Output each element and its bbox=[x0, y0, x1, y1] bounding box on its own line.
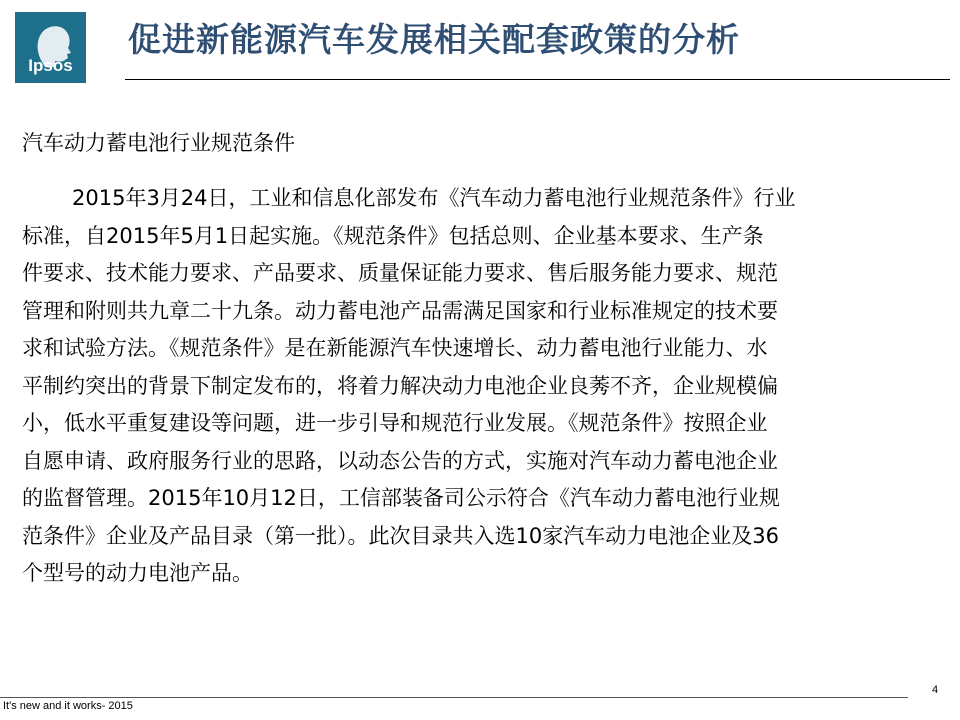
section-title: 汽车动力蓄电池行业规范条件 bbox=[22, 131, 295, 155]
paragraph-line: 的监督管理。2015年10月12日，工信部装备司公示符合《汽车动力蓄电池行业规 bbox=[22, 486, 780, 510]
page-number: 4 bbox=[932, 684, 939, 696]
paragraph-line: 自愿申请、政府服务行业的思路，以动态公告的方式，实施对汽车动力蓄电池企业 bbox=[22, 448, 778, 473]
paragraph-line: 求和试验方法。《规范条件》是在新能源汽车快速增长、动力蓄电池行业能力、水 bbox=[22, 336, 768, 360]
page-title: 促进新能源汽车发展相关配套政策的分析 bbox=[128, 20, 740, 59]
paragraph-line: 管理和附则共九章二十九条。动力蓄电池产品需满足国家和行业标准规定的技术要 bbox=[22, 298, 778, 323]
footer-text: It's new and it works- 2015 bbox=[3, 700, 133, 712]
paragraph-line: 2015年3月24日，工业和信息化部发布《汽车动力蓄电池行业规范条件》行业 bbox=[72, 186, 796, 210]
paragraph-line: 件要求、技术能力要求、产品要求、质量保证能力要求、售后服务能力要求、规范 bbox=[22, 261, 778, 285]
paragraph-line: 个型号的动力电池产品。 bbox=[22, 561, 253, 585]
paragraph-line: 范条件》企业及产品目录（第一批）。此次目录共入选10家汽车动力电池企业及36 bbox=[22, 523, 779, 548]
logo-text: Ipsos bbox=[28, 56, 73, 75]
body-paragraph bbox=[22, 180, 947, 593]
paragraph-line: 平制约突出的背景下制定发布的，将着力解决动力电池企业良莠不齐，企业规模偏 bbox=[22, 373, 778, 398]
title-divider bbox=[125, 79, 950, 80]
paragraph-line: 小，低水平重复建设等问题，进一步引导和规范行业发展。《规范条件》按照企业 bbox=[22, 411, 768, 435]
ipsos-logo bbox=[15, 12, 86, 83]
paragraph-line: 标准，自2015年5月1日起实施。《规范条件》包括总则、企业基本要求、生产条 bbox=[22, 223, 764, 248]
footer-divider bbox=[0, 697, 908, 698]
